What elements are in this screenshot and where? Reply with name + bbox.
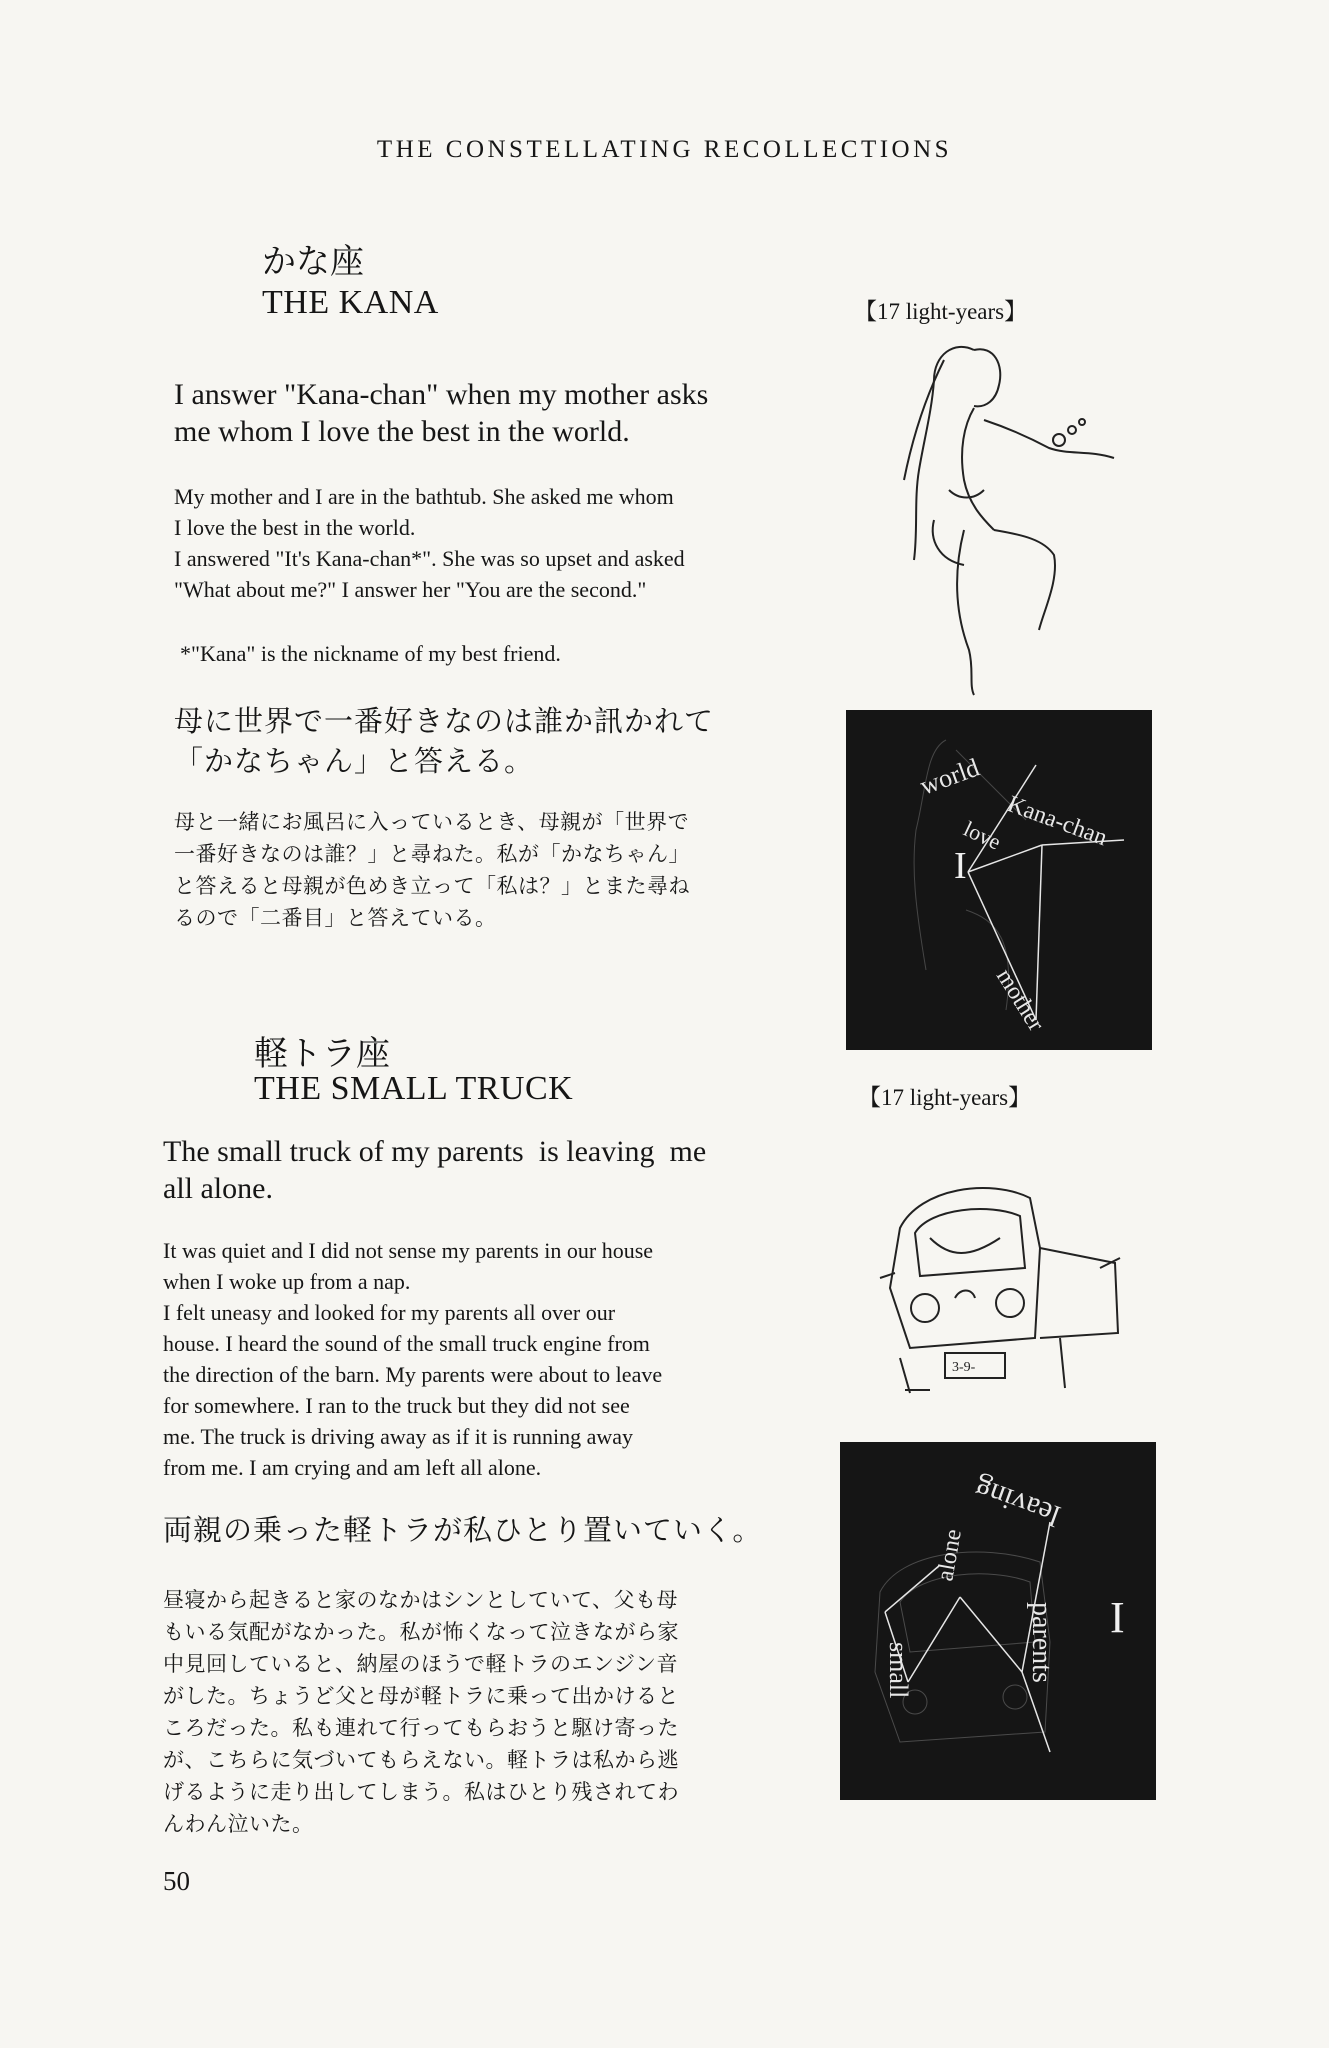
truck-body-line: It was quiet and I did not sense my parents in our house bbox=[163, 1238, 654, 1263]
label-small: small bbox=[884, 1642, 913, 1699]
plate-text: 3-9- bbox=[952, 1360, 976, 1375]
kana-constellation-panel bbox=[846, 710, 1152, 1050]
kana-jp-body-line: と答えると母親が色めき立って「私は？」とまた尋ね bbox=[174, 874, 690, 898]
truck-jp-title: 軽トラ座 bbox=[254, 1034, 390, 1074]
kana-body-line: My mother and I are in the bathtub. She asked me whom bbox=[174, 484, 674, 509]
kana-jp-body bbox=[174, 806, 690, 934]
kana-jp-body-line: 一番好きなのは誰？」と尋ねた。私が「かなちゃん」 bbox=[174, 842, 690, 866]
truck-body-line: I felt uneasy and looked for my parents all over our bbox=[163, 1300, 616, 1325]
running-head: THE CONSTELLATING RECOLLECTIONS bbox=[376, 136, 953, 163]
kana-body-line: "What about me?" I answer her "You are the second." bbox=[174, 577, 647, 602]
kana-body bbox=[174, 481, 685, 605]
truck-en-title: THE SMALL TRUCK bbox=[254, 1070, 574, 1107]
kana-lead-line: me whom I love the best in the world. bbox=[174, 415, 630, 448]
kana-jp-lead-line: 「かなちゃん」と答える。 bbox=[174, 744, 535, 778]
kana-lead-line: I answer "Kana-chan" when my mother asks bbox=[174, 378, 709, 411]
label-kana-chan: Kana-chan bbox=[1003, 791, 1111, 852]
truck-distance: 【17 light-years】 bbox=[858, 1085, 1032, 1110]
kana-body-line: I love the best in the world. bbox=[174, 515, 416, 540]
label-alone: alone bbox=[932, 1527, 967, 1584]
kana-lead bbox=[174, 376, 708, 450]
truck-body-line: from me. I am crying and am left all alone. bbox=[163, 1455, 542, 1480]
label-parents: parents bbox=[1026, 1602, 1057, 1683]
small-truck-illustration bbox=[860, 1168, 1130, 1418]
kana-jp-body-line: るので「二番目」と答えている。 bbox=[174, 906, 497, 930]
truck-jp-body-line: もいる気配がなかった。私が怖くなって泣きながら家 bbox=[163, 1620, 679, 1644]
label-leaving: leaving bbox=[970, 1471, 1065, 1533]
truck-constellation-panel bbox=[840, 1442, 1156, 1800]
truck-body-line: when I woke up from a nap. bbox=[163, 1269, 411, 1294]
kana-jp-title: かな座 bbox=[262, 242, 364, 282]
truck-body-line: the direction of the barn. My parents were about to leave bbox=[163, 1362, 663, 1387]
truck-body bbox=[163, 1235, 662, 1483]
truck-jp-body-line: げるように走り出してしまう。私はひとり残されてわ bbox=[163, 1780, 679, 1804]
label-world: world bbox=[916, 752, 984, 801]
truck-lead-line: all alone. bbox=[163, 1172, 273, 1205]
truck-jp-body-line: ころだった。私も連れて行ってもらおうと駆け寄った bbox=[163, 1716, 679, 1740]
truck-jp-body-line: が、こちらに気づいてもらえない。軽トラは私から逃 bbox=[163, 1748, 679, 1772]
kana-jp-lead-line: 母に世界で一番好きなのは誰か訊かれて bbox=[174, 704, 715, 738]
label-mother: mother bbox=[990, 964, 1049, 1036]
truck-jp-body bbox=[163, 1584, 679, 1840]
kana-footnote: *"Kana" is the nickname of my best friend. bbox=[180, 641, 561, 666]
label-i: I bbox=[1110, 1593, 1125, 1642]
truck-jp-body-line: 昼寝から起きると家のなかはシンとしていて、父も母 bbox=[163, 1588, 679, 1612]
label-love: love bbox=[959, 815, 1005, 855]
kana-distance: 【17 light-years】 bbox=[854, 299, 1028, 324]
truck-body-line: me. The truck is driving away as if it is running away bbox=[163, 1424, 634, 1449]
truck-jp-body-line: 中見回していると、納屋のほうで軽トラのエンジン音 bbox=[163, 1652, 678, 1676]
bathing-woman-illustration bbox=[874, 330, 1124, 700]
truck-lead bbox=[163, 1133, 706, 1207]
truck-jp-body-line: んわん泣いた。 bbox=[163, 1812, 314, 1836]
truck-jp-body-line: がした。ちょうど父と母が軽トラに乗って出かけると bbox=[163, 1684, 679, 1708]
kana-jp-lead bbox=[174, 701, 714, 781]
label-i: I bbox=[954, 845, 967, 887]
kana-jp-body-line: 母と一緒にお風呂に入っているとき、母親が「世界で bbox=[174, 810, 690, 834]
truck-body-line: for somewhere. I ran to the truck but they did not see bbox=[163, 1393, 630, 1418]
page-number: 50 bbox=[163, 1866, 190, 1896]
kana-body-line: I answered "It's Kana-chan*". She was so upset and asked bbox=[174, 546, 685, 571]
truck-lead-line: The small truck of my parents is leaving me bbox=[163, 1135, 707, 1168]
kana-en-title: THE KANA bbox=[262, 284, 439, 321]
truck-body-line: house. I heard the sound of the small truck engine from bbox=[163, 1331, 650, 1356]
truck-jp-lead: 両親の乗った軽トラが私ひとり置いていく。 bbox=[163, 1513, 763, 1547]
